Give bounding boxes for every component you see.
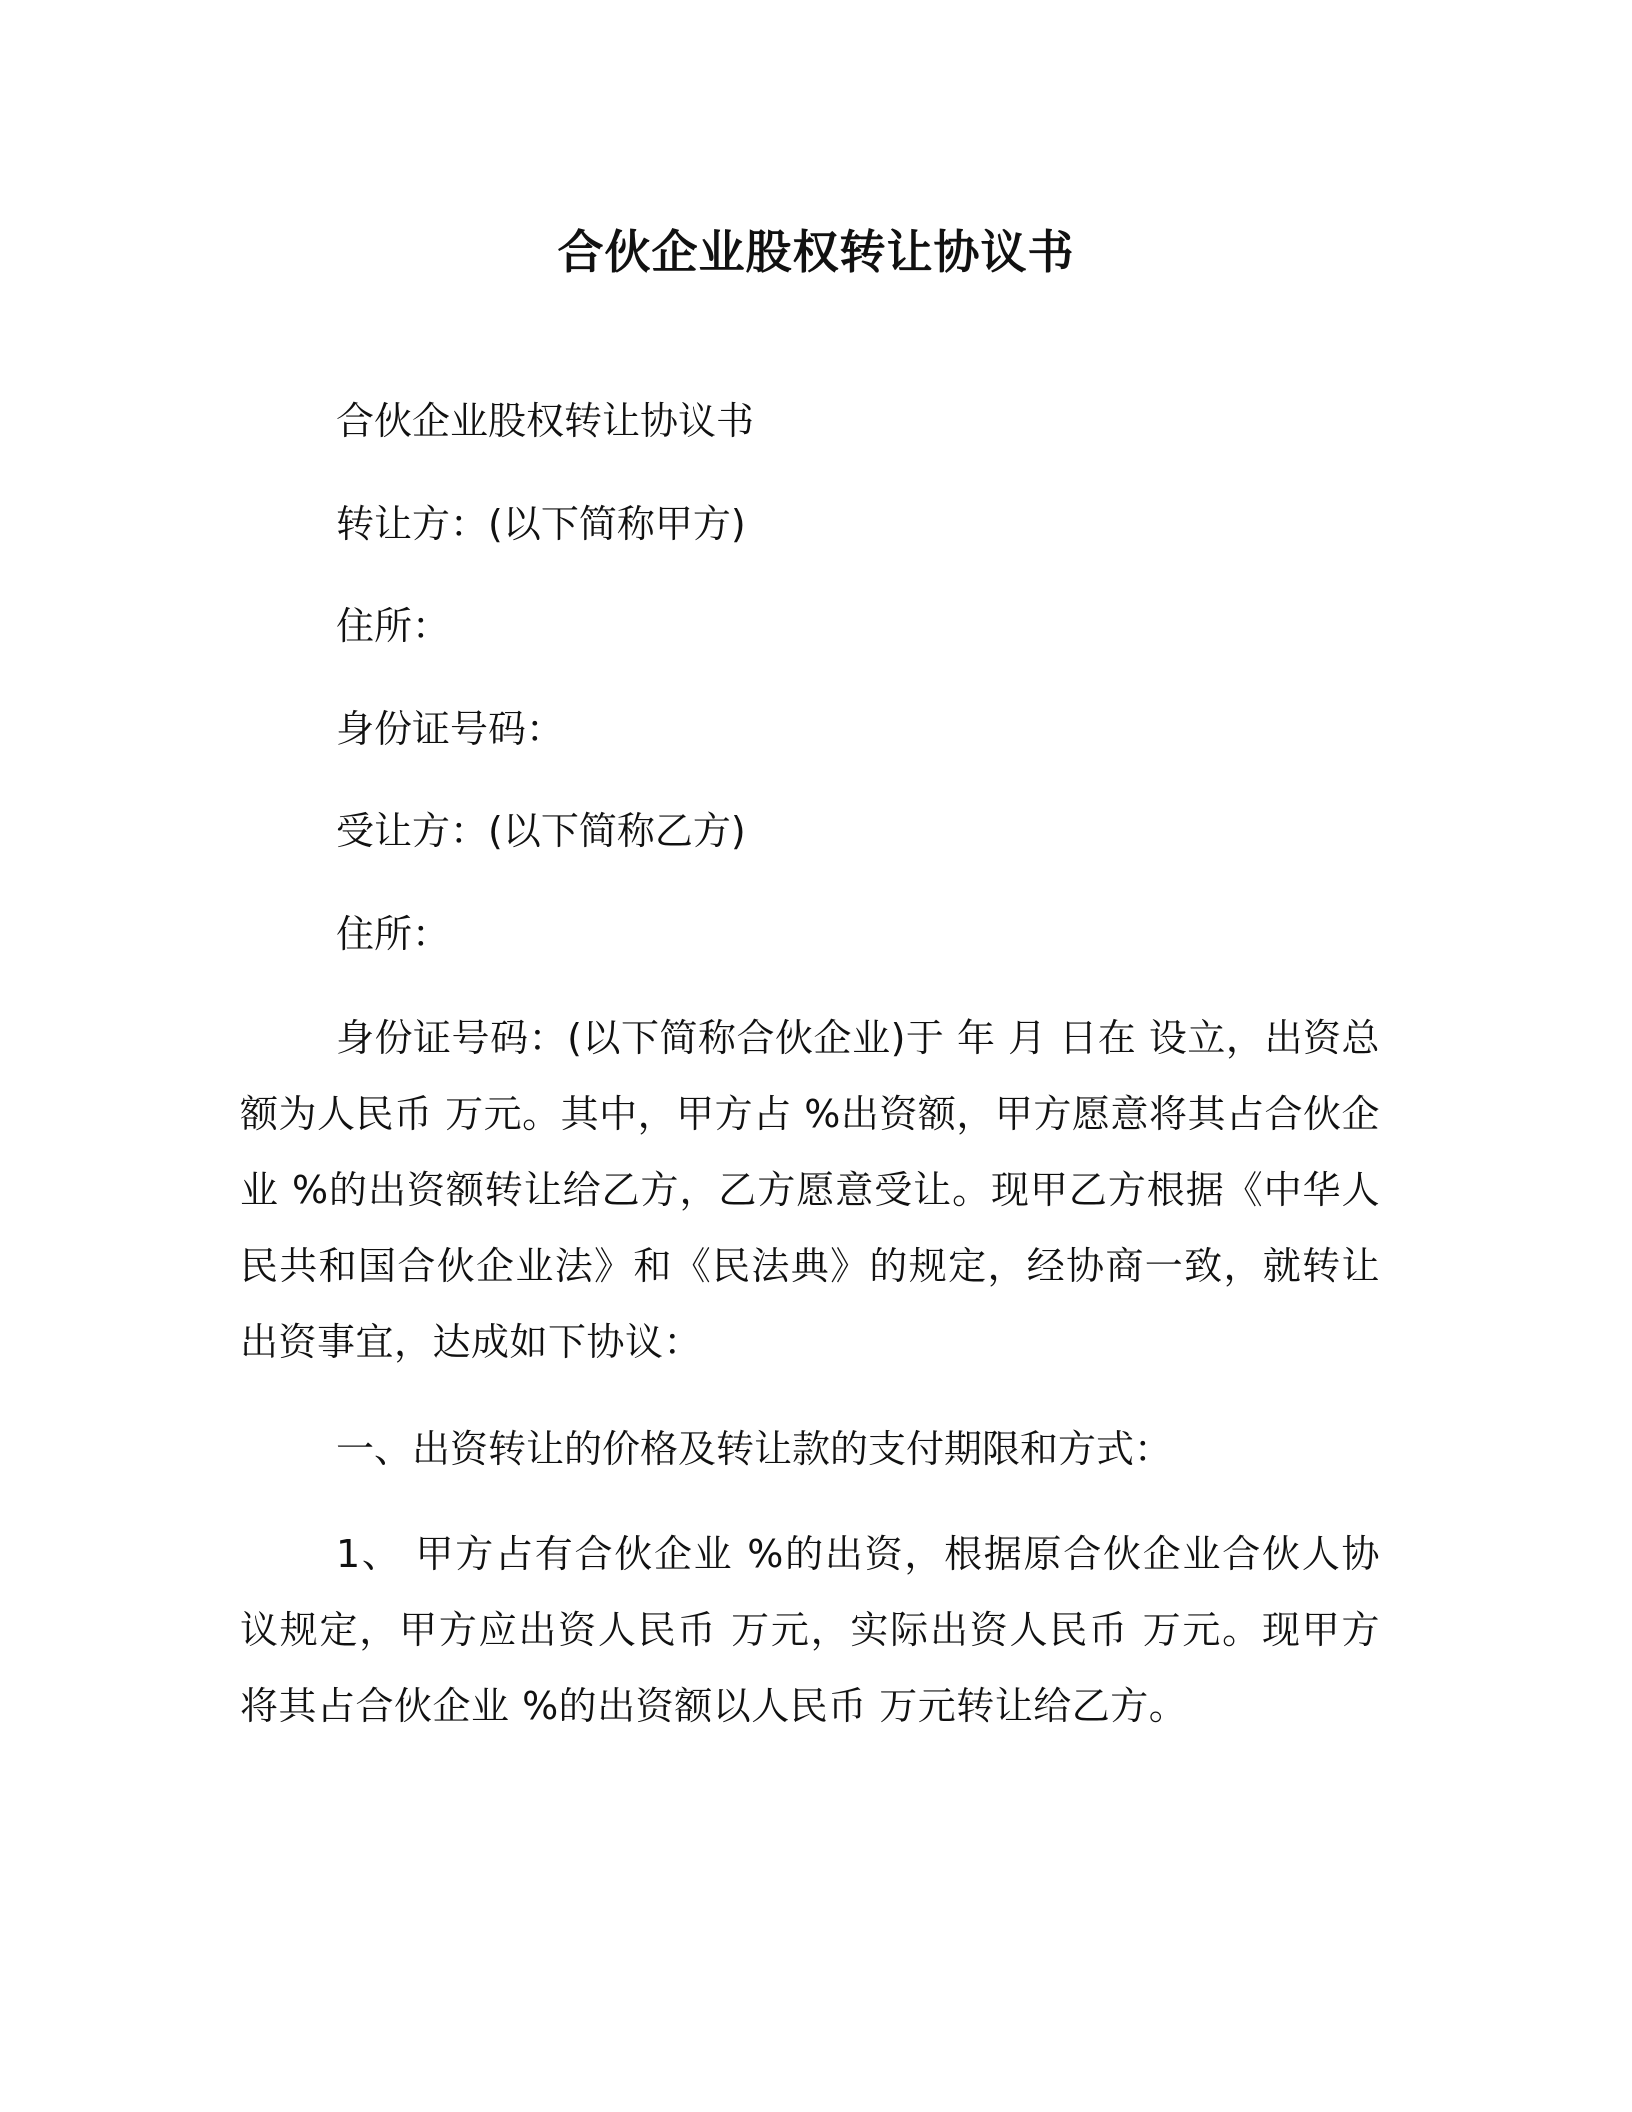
section1-heading: 一、出资转让的价格及转让款的支付期限和方式： [336, 1427, 1173, 1471]
document-subtitle: 合伙企业股权转让协议书 [336, 399, 755, 443]
transferor-label: 转让方：(以下简称甲方) [336, 502, 746, 546]
preamble-paragraph: 身份证号码：(以下简称合伙企业)于 年 月 日在 设立，出资总额为人民币 万元。其中，甲方占 %出资额，甲方愿意将其占合伙企业 %的出资额转让给乙方，乙方愿意受让。现甲乙方根据《中华人民共和国合伙企业法》和《民法典》的规定，经协商一致，就转让出资事宜，达成如下协议： [240, 1016, 1380, 1364]
transferee-label: 受让方：(以下简称乙方) [336, 809, 746, 853]
document-title: 合伙企业股权转让协议书 [557, 225, 1075, 279]
transferor-id: 身份证号码： [336, 707, 565, 751]
transferee-address: 住所： [336, 912, 451, 956]
transferor-address: 住所： [336, 604, 451, 648]
clause1-paragraph: 1、 甲方占有合伙企业 %的出资，根据原合伙企业合伙人协议规定，甲方应出资人民币 万元，实际出资人民币 万元。现甲方将其占合伙企业 %的出资额以人民币 万元转让给乙方。 [240, 1532, 1380, 1728]
